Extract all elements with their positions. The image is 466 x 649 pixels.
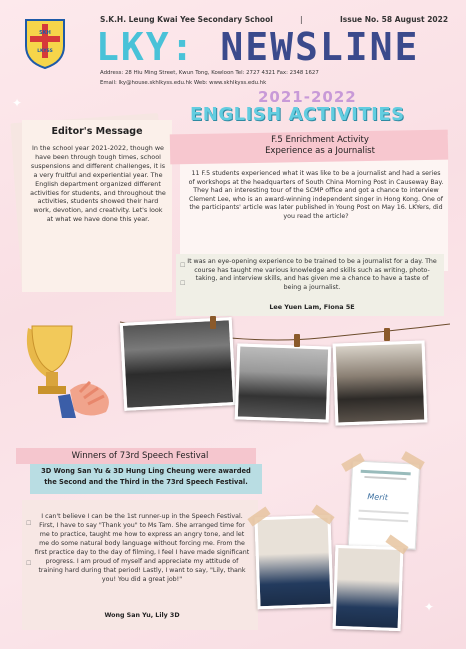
masthead-newsline: NEWSLINE [195,25,420,69]
student-quote: It was an eye-opening experience to be trained to be a journalist for a day. The course has taught me various knowledge and skills such as writing, photo-taking, and interview skills, and has given me a chance to have a taste of being a journalist. [187,258,437,291]
cert-text-line [359,510,409,515]
clothes-peg-icon [294,334,300,347]
checkbox-icon: ☐ [180,262,186,269]
clothes-peg-icon [384,328,390,341]
cert-subheading-line [364,476,406,480]
award-text: 3D Wong San Yu & 3D Hung Ling Cheung were awarded the Second and the Third in the 73rd Speech Festival. [41,467,251,486]
svg-text:LKYSS: LKYSS [37,49,53,54]
cert-merit-label: Merit [367,492,389,503]
f5-title-line2: Experience as a Journalist [265,146,375,156]
clothes-peg-icon [210,316,216,329]
editor-body: In the school year 2021-2022, though we have been through tough times, school suspensions and different challenges, it is a very fruitful and experiential year. The English department organized different activities for students, and throughout the activities, students showed their hard work, devotion, and creativity. Let's look at what we have done this year. [30,144,166,224]
f5-title-line1: F.5 Enrichment Activity [271,135,369,145]
address-line: Address: 28 Hiu Ming Street, Kwun Tong, Kowloon Tel: 2727 4321 Fax: 2348 1627 [100,70,319,76]
checkbox-icon: ☐ [26,520,32,527]
photo-scmp-tour [120,317,236,411]
section-title: ENGLISH ACTIVITIES [190,104,405,125]
section-year: 2021-2022 [258,88,357,106]
testimony-author: Wong San Yu, Lily 3D [104,612,180,619]
trophy-icon [18,322,128,422]
photo-interview [333,340,428,425]
cert-heading-line [361,470,411,476]
f5-title [195,135,445,157]
photo-group-office [235,343,332,422]
testimony-body: I can't believe I can be the 1st runner-up in the Speech Festival. First, I have to say "Thank you" to Ms Tam. She arranged time for me to practice, taught me how to express an angry tone, and let me do some natural body language without forcing me. From the first practice day to the day of filming, I feel I have made significant progress. I am proud of myself and appreciate my attitude of training hard during that period! Lastly, I want to say, "Lily, thank you! You did a great job!" [34,513,250,583]
portrait-wong-san-yu [254,515,333,610]
school-name: S.K.H. Leung Kwai Yee Secondary School [100,15,273,24]
checkbox-icon: ☐ [180,280,186,287]
masthead-title [96,26,419,68]
sparkle-icon: ✦ [424,600,435,614]
cert-text-line [358,518,408,523]
portrait-hung-ling-cheung [333,545,404,631]
svg-text:SKH: SKH [39,30,51,36]
quote-author: Lee Yuen Lam, Fiona 5E [269,303,355,311]
school-logo [22,16,68,70]
header-divider: | [300,15,303,24]
merit-certificate [348,460,420,549]
contact-line: Email: lky@house.skhlkyss.edu.hk Web: www.skhlkyss.edu.hk [100,80,267,86]
masthead-lky: LKY: [96,25,196,69]
editor-title: Editor's Message [51,126,143,137]
checkbox-icon: ☐ [26,560,32,567]
sparkle-icon: ✦ [12,96,23,110]
f5-body: 11 F.5 students experienced what it was like to be a journalist and had a series of workshops at the headquarters of South China Morning Post in Causeway Bay. They had an interesting tour of the SCMP office and got a chance to interview Clement Lee, who is an award-winning independent singer in Hong Kong. One of the participants' article was later published in Young Post on May 16. LKYers, did you read the article? [188,170,444,220]
winners-title: Winners of 73rd Speech Festival [71,451,209,461]
issue-info: Issue No. 58 August 2022 [340,15,449,24]
